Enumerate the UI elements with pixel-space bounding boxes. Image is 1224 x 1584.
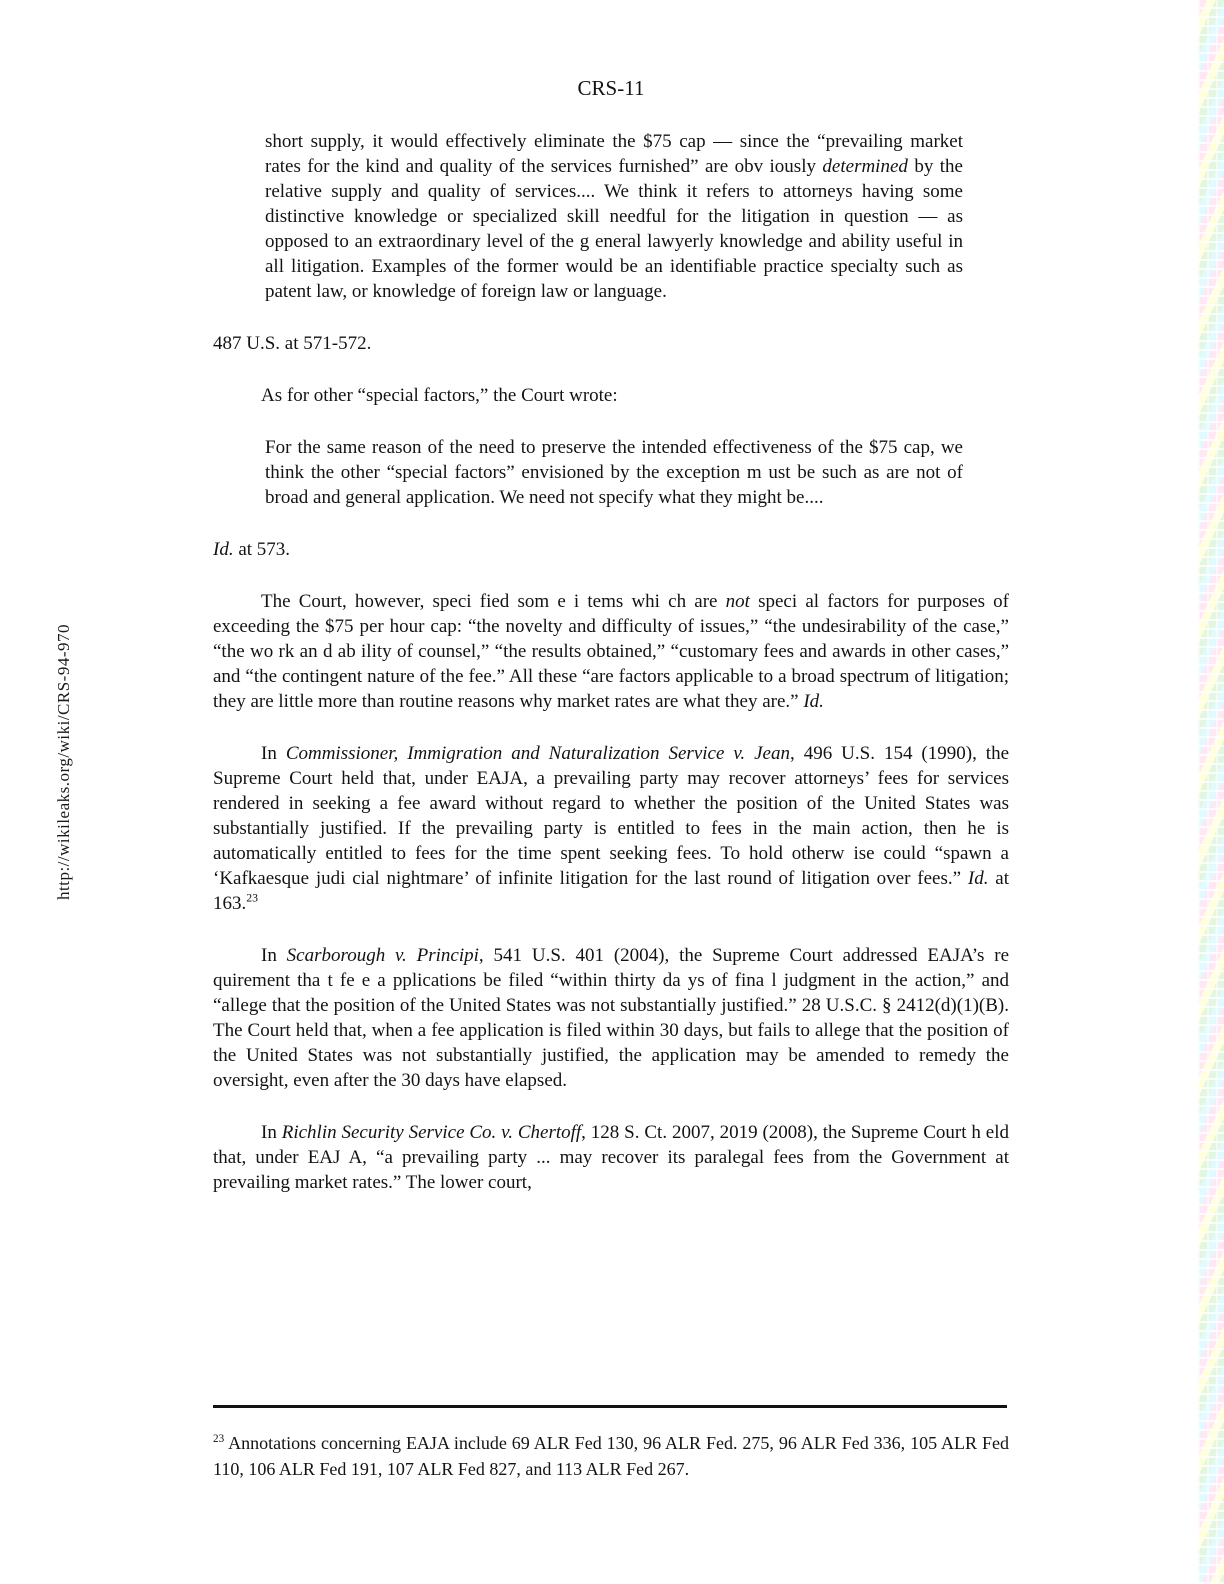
citation-line: 487 U.S. at 571-572.: [213, 333, 372, 354]
citation-line: Id. at 573.: [213, 539, 291, 560]
body-paragraph: In Scarborough v. Principi, 541 U.S. 401 (2004), the Supreme Court addressed EAJA’s re quirement tha t fe e a pplications be filed “within thirty da ys of fina l judgment in the action,” and “allege that the position of the United States was not substantially justified.” 28 U.S.C. § 2412(d)(1)(B). The Court held that, when a fee application is filed within 30 days, but fails to allege that the position of the United States was not substantially justified, the application may be amended to remedy the oversight, even after the 30 days have elapsed.: [213, 945, 1010, 1091]
footnote-separator-rule: [213, 1405, 1007, 1408]
footnote-text: $^{23}$ Annotations concerning EAJA include 69 ALR Fed 130, 96 ALR Fed. 275, 96 ALR Fed 336, 105 ALR Fed 110, 106 ALR Fed 191, 107 ALR Fed 827, and 113 ALR Fed 267.: [213, 1433, 1009, 1479]
body-paragraph: In Commissioner, Immigration and Naturalization Service v. Jean, 496 U.S. 154 (1990), the Supreme Court held that, under EAJA, a prevailing party may recover attorneys’ fees for services rendered in seeking a fee award without regard to whether the position of the United States was substantially justified. If the prevailing party is entitled to fees in the main action, then he is automatically entitled to fees for the time spent seeking fees. To hold otherw ise could “spawn a ‘Kafkaesque judi cial nightmare’ of infinite litigation for the last round of litigation over fees.” Id. at 163.23: [213, 743, 1010, 914]
page-edge-scan-pattern: [1198, 0, 1224, 1584]
blockquote-paragraph: For the same reason of the need to preserve the intended effectiveness of the $75 cap, we think the other “special factors” envisioned by the exception m ust be such as are not of broad and general application. We need not specify what they might be....: [265, 437, 963, 508]
paragraph-container: [213, 129, 1009, 1195]
body-paragraph: The Court, however, speci fied som e i tems whi ch are not speci al factors for purposes of exceeding the $75 per hour cap: “the novelty and difficulty of issues,” “the undesirability of the case,” “the wo rk an d ab ility of counsel,” “the results obtained,” “customary fees and awards in other cases,” and “the contingent nature of the fee.” All these “are factors applicable to a broad spectrum of litigation; they are little more than routine reasons why market rates are what they are.” Id.: [213, 591, 1009, 712]
page-number-header: CRS-11: [577, 76, 645, 100]
body-paragraph: In Richlin Security Service Co. v. Chertoff, 128 S. Ct. 2007, 2019 (2008), the Supreme Court h eld that, under EAJ A, “a prevailing party ... may recover its paralegal fees from the Government at prevailing market rates.” The lower court,: [213, 1122, 1009, 1193]
sidebar-wikileaks-url: http://wikileaks.org/wiki/CRS-94-970: [54, 624, 73, 900]
lead-in-paragraph: As for other “special factors,” the Court wrote:: [261, 385, 618, 406]
page-content: [213, 76, 1009, 1222]
blockquote-paragraph: short supply, it would effectively eliminate the $75 cap — since the “prevailing market rates for the kind and quality of the services furnished” are obv iously determined by the relative supply and quality of services.... We think it refers to attorneys having some distinctive knowledge or specialized skill needful for the litigation in question — as opposed to an extraordinary level of the g eneral lawyerly knowledge and ability useful in all litigation. Examples of the former would be an identifiable practice specialty such as patent law, or knowledge of foreign law or language.: [265, 131, 963, 302]
footnote-area: [213, 1405, 1009, 1482]
